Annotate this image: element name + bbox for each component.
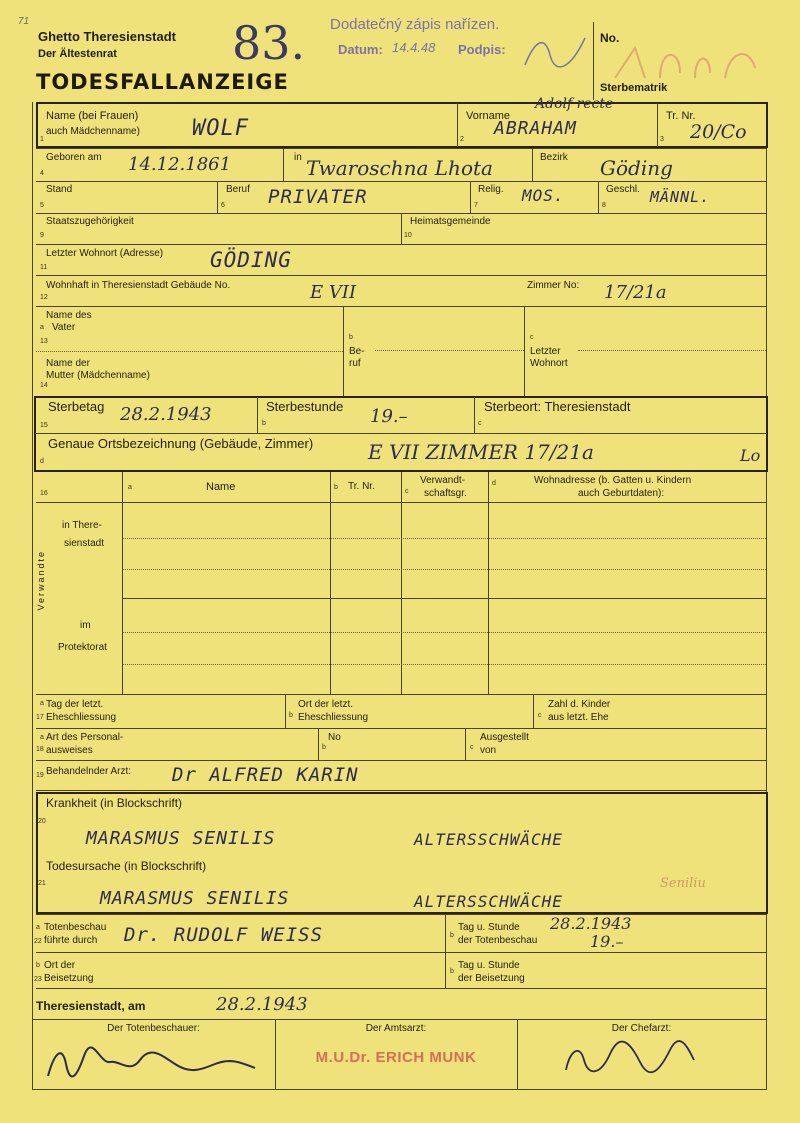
sterbetag-value: 28.2.1943	[120, 404, 212, 425]
stamp-signature-label: Podpis:	[458, 42, 506, 57]
wohnhaft-value: E VII	[310, 282, 357, 303]
todesursache-value-2: ALTERSSCHWÄCHE	[414, 892, 563, 911]
relatives-protektorat: Protektorat	[58, 642, 107, 653]
wohnort-value: GÖDING	[210, 248, 292, 272]
marriage-ort-label-2: Eheschliessung	[298, 712, 369, 723]
relatives-col-wohnadresse-1: Wohnadresse (b. Gatten u. Kindern	[534, 475, 692, 486]
sterbestunde-value: 19.–	[370, 406, 408, 427]
vorname-note: Adolf recte	[535, 96, 614, 112]
krankheit-label: Krankheit (in Blockschrift)	[46, 796, 183, 810]
parent-beruf-label-1: Be-	[349, 346, 365, 357]
stand-label: Stand	[46, 184, 73, 195]
relatives-vertical-label: Verwandte	[36, 550, 46, 611]
footer-chefarzt-label: Der Chefarzt:	[611, 1023, 672, 1034]
name-sublabel: auch Mädchenname)	[46, 126, 140, 137]
beisetzung-ort-label-1: Ort der	[44, 960, 76, 971]
trnr-label: Tr. Nr.	[666, 110, 696, 122]
relatives-in-there-1: in There-	[62, 520, 102, 531]
faded-red-marks	[610, 38, 760, 88]
born-in-label: in	[294, 152, 302, 163]
totenbeschau-value: Dr. RUDOLF WEISS	[124, 924, 324, 946]
staat-label: Staatszugehörigkeit	[46, 216, 134, 227]
parent-wohnort-label-2: Wohnort	[530, 358, 568, 369]
ortsbezeichnung-label: Genaue Ortsbezeichnung (Gebäude, Zimmer)	[48, 436, 314, 451]
marriage-ort-label-1: Ort der letzt.	[298, 699, 354, 710]
krankheit-value-1: MARASMUS SENILIS	[86, 828, 276, 849]
marriage-kinder-label-1: Zahl d. Kinder	[548, 699, 611, 710]
amtsarzt-stamp: M.U.Dr. ERICH MUNK	[315, 1049, 477, 1066]
mutter-label-2: Mutter (Mädchenname)	[46, 370, 150, 381]
beruf-value: PRIVATER	[268, 186, 368, 208]
stamp-date-value: 14.4.48	[392, 40, 436, 55]
parent-beruf-label-2: ruf	[349, 358, 361, 369]
ortsbezeichnung-value: E VII ZIMMER 17/21a	[368, 440, 594, 464]
ausweis-art-label-2: ausweises	[46, 745, 93, 756]
totenbeschau-tag-label-2: der Totenbeschau	[458, 935, 538, 946]
beisetzung-ort-label-2: Beisetzung	[44, 973, 94, 984]
relatives-col-verwandt-2: schaftsgr.	[424, 488, 467, 499]
totenbeschau-tag-label-1: Tag u. Stunde	[458, 922, 520, 933]
ortsbezeichnung-tail: Lo	[740, 446, 761, 465]
mutter-label-1: Name der	[46, 358, 90, 369]
zimmer-value: 17/21a	[604, 282, 667, 303]
born-place: Twaroschna Lhota	[306, 156, 493, 180]
totenbeschau-label-2: führte durch	[44, 935, 98, 946]
sterbestunde-label: Sterbestunde	[266, 399, 344, 414]
geschl-label: Geschl.	[606, 184, 640, 195]
vorname-value: ABRAHAM	[494, 118, 577, 139]
relatives-col-trnr: Tr. Nr.	[348, 481, 375, 492]
heimat-label: Heimatsgemeinde	[410, 216, 491, 227]
sterbeort-label: Sterbeort: Theresienstadt	[484, 399, 631, 414]
arzt-value: Dr ALFRED KARIN	[172, 764, 359, 786]
bezirk-label: Bezirk	[540, 152, 568, 163]
footer-date-value: 28.2.1943	[216, 994, 308, 1015]
name-label: Name (bei Frauen)	[46, 110, 139, 122]
totenbeschau-tag-value-2: 19.–	[590, 932, 624, 951]
footer-totenbeschauer-label: Der Totenbeschauer:	[107, 1023, 200, 1034]
beruf-label: Beruf	[226, 184, 250, 195]
relatives-col-name: Name	[206, 481, 236, 493]
corner-mark: 71	[18, 16, 30, 27]
krankheit-value-2: ALTERSSCHWÄCHE	[414, 830, 563, 849]
org-line-2: Der Ältestenrat	[38, 48, 117, 60]
parent-wohnort-label-1: Letzter	[530, 346, 561, 357]
todesursache-mark: Seniliu	[660, 876, 706, 891]
marriage-kinder-label-2: aus letzt. Ehe	[548, 712, 609, 723]
form-title: TODESFALLANZEIGE	[36, 70, 289, 94]
wohnort-label: Letzter Wohnort (Adresse)	[46, 248, 164, 259]
sterbematrik-label: Sterbematrik	[600, 82, 668, 94]
totenbeschauer-signature	[40, 1034, 265, 1084]
chefarzt-signature	[560, 1030, 700, 1080]
ausweis-no-label: No	[328, 732, 341, 743]
ausweis-ausgestellt-label-1: Ausgestellt	[480, 732, 529, 743]
beisetzung-tag-label-2: der Beisetzung	[458, 973, 525, 984]
relatives-col-wohnadresse-2: auch Geburtdaten):	[578, 488, 665, 499]
org-line-1: Ghetto Theresienstadt	[38, 29, 176, 44]
totenbeschau-tag-value: 28.2.1943	[550, 914, 632, 933]
vorname-label: Vorname	[466, 110, 511, 122]
sterbetag-label: Sterbetag	[48, 399, 105, 414]
ausweis-art-label-1: Art des Personal-	[46, 732, 124, 743]
bezirk-value: Göding	[600, 156, 673, 180]
todesursache-label: Todesursache (in Blockschrift)	[46, 859, 207, 873]
geschl-value: MÄNNL.	[650, 188, 711, 206]
born-label: Geboren am	[46, 152, 102, 163]
handwritten-number: 83.	[232, 16, 306, 70]
todesursache-value-1: MARASMUS SENILIS	[100, 888, 290, 909]
name-value: WOLF	[192, 116, 249, 141]
relatives-col-verwandt-1: Verwandt-	[420, 475, 466, 486]
wohnhaft-label: Wohnhaft in Theresienstadt Gebäude No.	[46, 280, 231, 291]
marriage-tag-label-1: Tag der letzt.	[46, 699, 104, 710]
beisetzung-tag-label-1: Tag u. Stunde	[458, 960, 520, 971]
footer-amtsarzt-label: Der Amtsarzt:	[365, 1023, 427, 1034]
arzt-label: Behandelnder Arzt:	[46, 766, 132, 777]
stamp-dodatecny: Dodatečný zápis nařízen.	[330, 16, 500, 33]
marriage-tag-label-2: Eheschliessung	[46, 712, 117, 723]
zimmer-label: Zimmer No:	[527, 280, 580, 291]
relig-label: Relig.	[478, 184, 504, 195]
relatives-in-there-2: sienstadt	[64, 538, 105, 549]
trnr-value: 20/Co	[690, 121, 747, 143]
born-date: 14.12.1861	[128, 154, 232, 175]
stamp-signature	[520, 30, 590, 70]
vater-label-1: Name des	[46, 310, 92, 321]
stamp-date-label: Datum:	[338, 42, 383, 57]
footer-place-label: Theresienstadt, am	[36, 999, 146, 1013]
no-label: No.	[600, 31, 620, 45]
totenbeschau-label-1: Totenbeschau	[44, 922, 107, 933]
vater-label-2: Vater	[52, 322, 76, 333]
ausweis-ausgestellt-label-2: von	[480, 745, 497, 756]
relatives-im: im	[80, 620, 91, 631]
relig-value: MOS.	[522, 186, 565, 205]
